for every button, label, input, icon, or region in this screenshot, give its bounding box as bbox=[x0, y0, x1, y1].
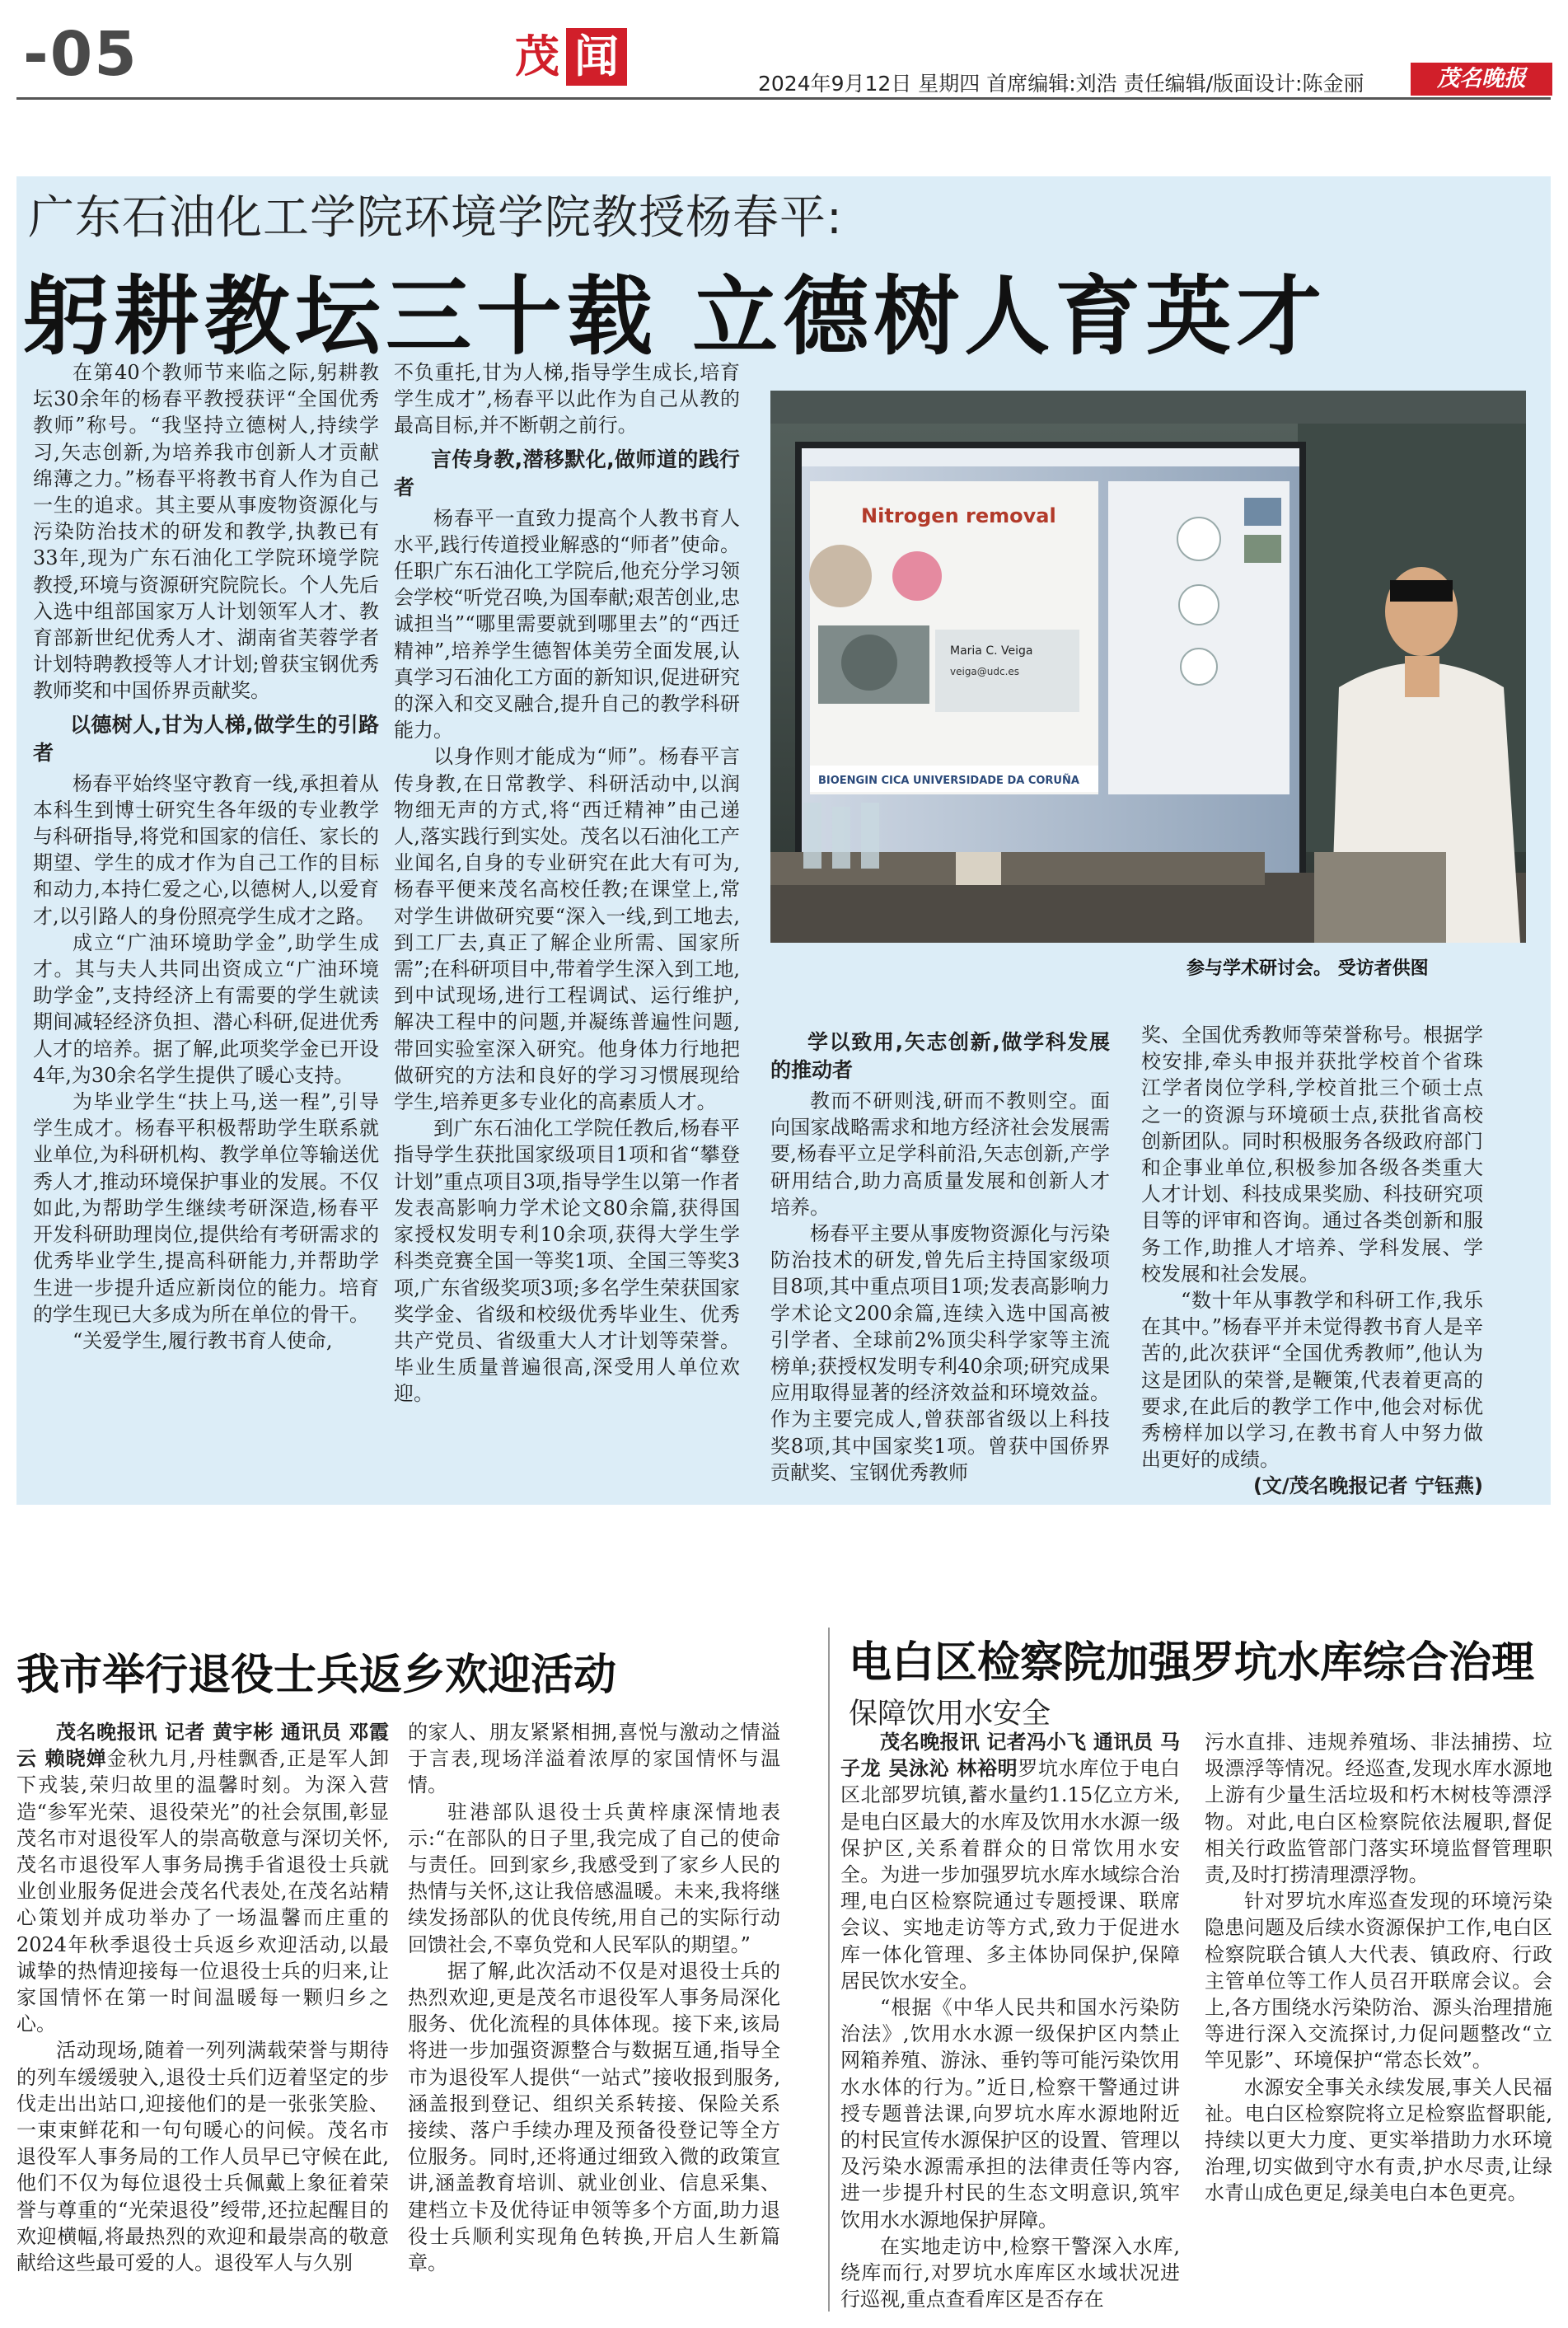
paragraph: 杨春平主要从事废物资源化与污染防治技术的研发,曾先后主持国家级项目8项,其中重点项目1项;发表高影响力学术论文200余篇,连续入选中国高被引学者、全球前2%顶尖科学家等主流榜单;获授权发明专利40余项;研究成果应用取得显著的经济效益和环境效益。作为主要完成人,曾获部省级以上科技奖8项,其中国家奖1项。曾获中国侨界贡献奖、宝钢优秀教师 bbox=[770, 1222, 1110, 1484]
slide-email: veiga@udc.es bbox=[950, 666, 1020, 677]
slide-logos: BIOENGIN CICA UNIVERSIDADE DA CORUÑA bbox=[818, 775, 1079, 787]
section-heading: 以德树人,甘为人梯,做学生的引路者 bbox=[33, 712, 379, 765]
story-divider bbox=[828, 1628, 830, 2312]
page-number: -05 bbox=[23, 19, 138, 90]
story2-column-1 bbox=[16, 1719, 389, 2276]
slide-title: Nitrogen removal bbox=[861, 504, 1056, 527]
paragraph: 到广东石油化工学院任教后,杨春平指导学生获批国家级项目1项和省“攀登计划”重点项目3项,指导学生以第一作者发表高影响力学术论文80余篇,获得国家授权发明专利10余项,获得大学生学科类竞赛全国一等奖1项、全国三等奖3项,广东省级奖项3项;多名学生荣获国家奖学金、省级和校级优秀毕业生、优秀共产党员、省级重大人才计划等荣誉。毕业生质量普遍很高,深受用人单位欢迎。 bbox=[394, 1117, 740, 1406]
story2-headline: 我市举行退役士兵返乡欢迎活动 bbox=[16, 1651, 617, 1700]
paragraph: “根据《中华人民共和国水污染防治法》,饮用水水源一级保护区内禁止网箱养殖、游泳、垂钓等可能污染饮用水水体的行为。”近日,检察干警通过讲授专题普法课,向罗坑水库水源地附近的村民宣传水源保护区的设置、管理以及污染水源需承担的法律责任等内容,进一步提升村民的生态文明意识,筑牢饮用水水源地保护屏障。 bbox=[840, 1996, 1180, 2232]
paragraph: 杨春平始终坚守教育一线,承担着从本科生到博士研究生各年级的专业教学与科研指导,将党和国家的信任、家长的期望、学生的成才作为自己工作的目标和动力,本持仁爱之心,以德树人,以爱育才,以引路人的身份照亮学生成才之路。 bbox=[33, 771, 379, 928]
story3-lead: 茂名晚报讯 记者冯小飞 通讯员 马子龙 吴泳沁 林裕明 bbox=[840, 1731, 1180, 1781]
story2-lead-text: 金秋九月,丹桂飘香,正是军人卸下戎装,荣归故里的温馨时刻。为深入营造“参军光荣、退役荣光”的社会氛围,彰显茂名市对退役军人的崇高敬意与深切关怀,茂名市退役军人事务局携手省退役士兵就业创业服务促进会茂名代表处,在茂名站精心策划并成功举办了一场温馨而庄重的2024年秋季退役士兵返乡欢迎活动,以最诚挚的热情迎接每一位退役士兵的归来,让家国情怀在第一时间温暖每一颗归乡之心。 bbox=[16, 1747, 389, 2036]
column-badge bbox=[515, 26, 627, 87]
story3-continued-text: 污水直排、违规养殖场、非法捕捞、垃圾漂浮等情况。经巡查,发现水库水源地上游有少量生活垃圾和朽木树枝等漂浮物。对此,电白区检察院依法履职,督促相关行政监管部门落实环境监督管理职责,及时打捞清理漂浮物。 bbox=[1205, 1731, 1552, 1887]
paragraph-continued: 奖、全国优秀教师等荣誉称号。根据学校安排,牵头申报并获批学校首个省珠江学者岗位学科,学校首批三个硕士点之一的资源与环境硕士点,获批省高校创新团队。同时积极服务各级政府部门和企事业单位,积极参加各级各类重大人才计划、科技成果奖励、科技研究项目等的评审和咨询。通过各类创新和服务工作,助推人才培养、学科发展、学校发展和社会发展。 bbox=[1141, 1023, 1483, 1286]
paragraph-continued: 不负重托,甘为人梯,指导学生成长,培育学生成才”,杨春平以此作为自己从教的最高目标,并不断朝之前行。 bbox=[394, 361, 740, 438]
header-meta: 2024年9月12日 星期四 首席编辑:刘浩 责任编辑/版面设计:陈金丽 bbox=[758, 72, 1364, 96]
section-heading: 言传身教,潜移默化,做师道的践行者 bbox=[394, 447, 740, 499]
photo-caption: 参与学术研讨会。 受访者供图 bbox=[1187, 958, 1429, 979]
column-char-2: 闻 bbox=[566, 28, 627, 86]
column-char-1: 茂 bbox=[515, 30, 559, 82]
paragraph: 成立“广油环境助学金”,助学生成才。其与夫人共同出资成立“广油环境助学金”,支持经济上有需要的学生就读期间减轻经济负担、潜心科研,促进优秀人才的培养。据了解,此项奖学金已开设4年,为30余名学生提供了暖心支持。 bbox=[33, 930, 379, 1087]
author-byline: (文/茂名晚报记者 宁钰燕) bbox=[1252, 1474, 1483, 1498]
header-rule bbox=[16, 97, 1551, 100]
slide-author: Maria C. Veiga bbox=[950, 644, 1033, 658]
story2-column-1-body bbox=[16, 2037, 389, 2276]
story2-continued-text: 的家人、朋友紧紧相拥,喜悦与激动之情溢于言表,现场洋溢着浓厚的家国情怀与温情。 bbox=[408, 1721, 780, 1797]
conference-photo-illustration bbox=[770, 391, 1526, 943]
paragraph: 在第40个教师节来临之际,躬耕教坛30余年的杨春平教授获评“全国优秀教师”称号。“我坚持立德树人,持续学习,矢志创新,为培养我市创新人才贡献绵薄之力。”杨春平将教书育人作为自己一生的追求。其主要从事废物资源化与污染防治技术的研发和教学,执教已有33年,现为广东石油化工学院环境学院教授,环境与资源研究院院长。个人先后入选中组部国家万人计划领军人才、教育部新世纪优秀人才、湖南省芙蓉学者计划特聘教授等人才计划;曾获宝钢优秀教师奖和中国侨界贡献奖。 bbox=[33, 361, 379, 703]
paragraph: 水源安全事关永续发展,事关人民福祉。电白区检察院将立足检察监督职能,持续以更大力度、更实举措助力水环境治理,切实做到守水有责,护水尽责,让绿水青山成色更足,绿美电白本色更亮。 bbox=[1205, 2075, 1552, 2205]
paragraph: 为毕业学生“扶上马,送一程”,引导学生成才。杨春平积极帮助学生联系就业单位,为科研机构、教学单位等输送优秀人才,推动环境保护事业的发展。不仅如此,为帮助学生继续考研深造,杨春平开发科研助理岗位,提供给有考研需求的优秀毕业学生,提高科研能力,并帮助学生进一步提升适应新岗位的能力。培育的学生现已大多成为所在单位的骨干。 bbox=[33, 1090, 379, 1326]
paragraph: 在实地走访中,检察干警深入水库,绕库而行,对罗坑水库库区水域状况进行巡视,重点查看库区是否存在 bbox=[840, 2234, 1180, 2312]
feature-column-2 bbox=[394, 359, 740, 1408]
paragraph: “数十年从事教学和科研工作,我乐在其中。”杨春平并未觉得教书育人是辛苦的,此次获评“全国优秀教师”,他认为这是团队的荣誉,是鞭策,代表着更高的要求,在此后的教学工作中,他会对标优秀榜样加以学习,在教书育人中努力做出更好的成绩。 bbox=[1141, 1289, 1483, 1472]
story3-headline: 电白区检察院加强罗坑水库综合治理 bbox=[849, 1638, 1535, 1688]
paragraph: “关爱学生,履行教书育人使命, bbox=[73, 1328, 333, 1352]
story2-column-2 bbox=[408, 1719, 780, 2276]
newspaper-logo: 茂名晚报 bbox=[1411, 63, 1552, 96]
paragraph: 杨春平一直致力提高个人教书育人水平,践行传道授业解惑的“师者”使命。任职广东石油化工学院后,他充分学习领会学校“听党召唤,为国奉献;艰苦创业,忠诚担当”“哪里需要就到哪里去”的“西迁精神”,培养学生德智体美劳全面发展,认真学习石油化工方面的新知识,促进研究的深入和交叉融合,提升自己的教学科研能力。 bbox=[394, 506, 740, 742]
paragraph: 活动现场,随着一列列满载荣誉与期待的列车缓缓驶入,退役士兵们迈着坚定的步伐走出出站口,迎接他们的是一张张笑脸、一束束鲜花和一句句暖心的问候。茂名市退役军人事务局的工作人员早已守候在此,他们不仅为每位退役士兵佩戴上象征着荣誉与尊重的“光荣退役”绶带,还拉起醒目的欢迎横幅,将最热烈的欢迎和最崇高的敬意献给这些最可爱的人。退役军人与久别 bbox=[16, 2039, 389, 2275]
feature-photo bbox=[770, 391, 1526, 943]
story3-column-1-body bbox=[840, 1994, 1180, 2312]
paragraph: 驻港部队退役士兵黄梓康深情地表示:“在部队的日子里,我完成了自己的使命与责任。回到家乡,我感受到了家乡人民的热情与关怀,这让我倍感温暖。未来,我将继续发扬部队的优良传统,用自己的实际行动回馈社会,不辜负党和人民军队的期望。” bbox=[408, 1800, 780, 1956]
story3-column-2 bbox=[1205, 1729, 1552, 2207]
paragraph: 以身作则才能成为“师”。杨春平言传身教,在日常教学、科研活动中,以润物细无声的方式,将“西迁精神”由己递人,落实践行到实处。茂名以石油化工产业闻名,自身的专业研究在此大有可为,杨春平便来茂名高校任教;在课堂上,常对学生讲做研究要“深入一线,到工地去,到工厂去,真正了解企业所需、国家所需”;在科研项目中,带着学生深入到工地,到中试现场,进行工程调试、运行维护,解决工程中的问题,并凝练普遍性问题,带回实验室深入研究。他身体力行地把做研究的方法和良好的学习习惯展现给学生,培养更多专业化的高素质人才。 bbox=[394, 745, 740, 1114]
feature-column-4 bbox=[1141, 1022, 1483, 1500]
feature-headline: 躬耕教坛三十载 立德树人育英才 bbox=[23, 266, 1327, 367]
feature-column-1 bbox=[33, 359, 379, 1354]
section-heading: 学以致用,矢志创新,做学科发展的推动者 bbox=[770, 1030, 1110, 1082]
story3-lead-text: 罗坑水库位于电白区北部罗坑镇,蓄水量约1.15亿立方米,是电白区最大的水库及饮用水水源一级保护区,关系着群众的日常饮用水安全。为进一步加强罗坑水库水域综合治理,电白区检察院通过专题授课、联席会议、实地走访等方式,致力于促进水库一体化管理、多主体协同保护,保障居民饮水安全。 bbox=[840, 1757, 1181, 1993]
story3-column-1 bbox=[840, 1729, 1180, 2312]
paragraph: 据了解,此次活动不仅是对退役士兵的热烈欢迎,更是茂名市退役军人事务局深化服务、优化流程的具体体现。接下来,该局将进一步加强资源整合与数据互通,指导全市为退役军人提供“一站式”接收报到服务,涵盖报到登记、组织关系转接、保险关系接续、落户手续办理及预备役登记等全方位服务。同时,还将通过细致入微的政策宣讲,涵盖教育培训、就业创业、信息采集、建档立卡及优待证申领等多个方面,助力退役士兵顺利实现角色转换,开启人生新篇章。 bbox=[408, 1959, 780, 2275]
story3-column-2-body bbox=[1205, 1888, 1552, 2206]
feature-kicker: 广东石油化工学院环境学院教授杨春平: bbox=[28, 191, 843, 245]
story3-subhead: 保障饮用水安全 bbox=[849, 1698, 1051, 1731]
story2-column-2-body bbox=[408, 1799, 780, 2277]
feature-column-3 bbox=[770, 1022, 1110, 1486]
story2-lead: 茂名晚报讯 记者 黄宇彬 通讯员 邓霞云 赖晓婵 bbox=[16, 1721, 389, 1771]
paragraph: 教而不研则浅,研而不教则空。面向国家战略需求和地方经济社会发展需要,杨春平立足学科前沿,矢志创新,产学研用结合,助力高质量发展和创新人才培养。 bbox=[770, 1089, 1110, 1219]
paragraph: 针对罗坑水库巡查发现的环境污染隐患问题及后续水资源保护工作,电白区检察院联合镇人大代表、镇政府、行政主管单位等工作人员召开联席会议。会上,各方围绕水污染防治、源头治理措施等进行深入交流探讨,力促问题整改“立竿见影”、环境保护“常态长效”。 bbox=[1205, 1890, 1552, 2073]
